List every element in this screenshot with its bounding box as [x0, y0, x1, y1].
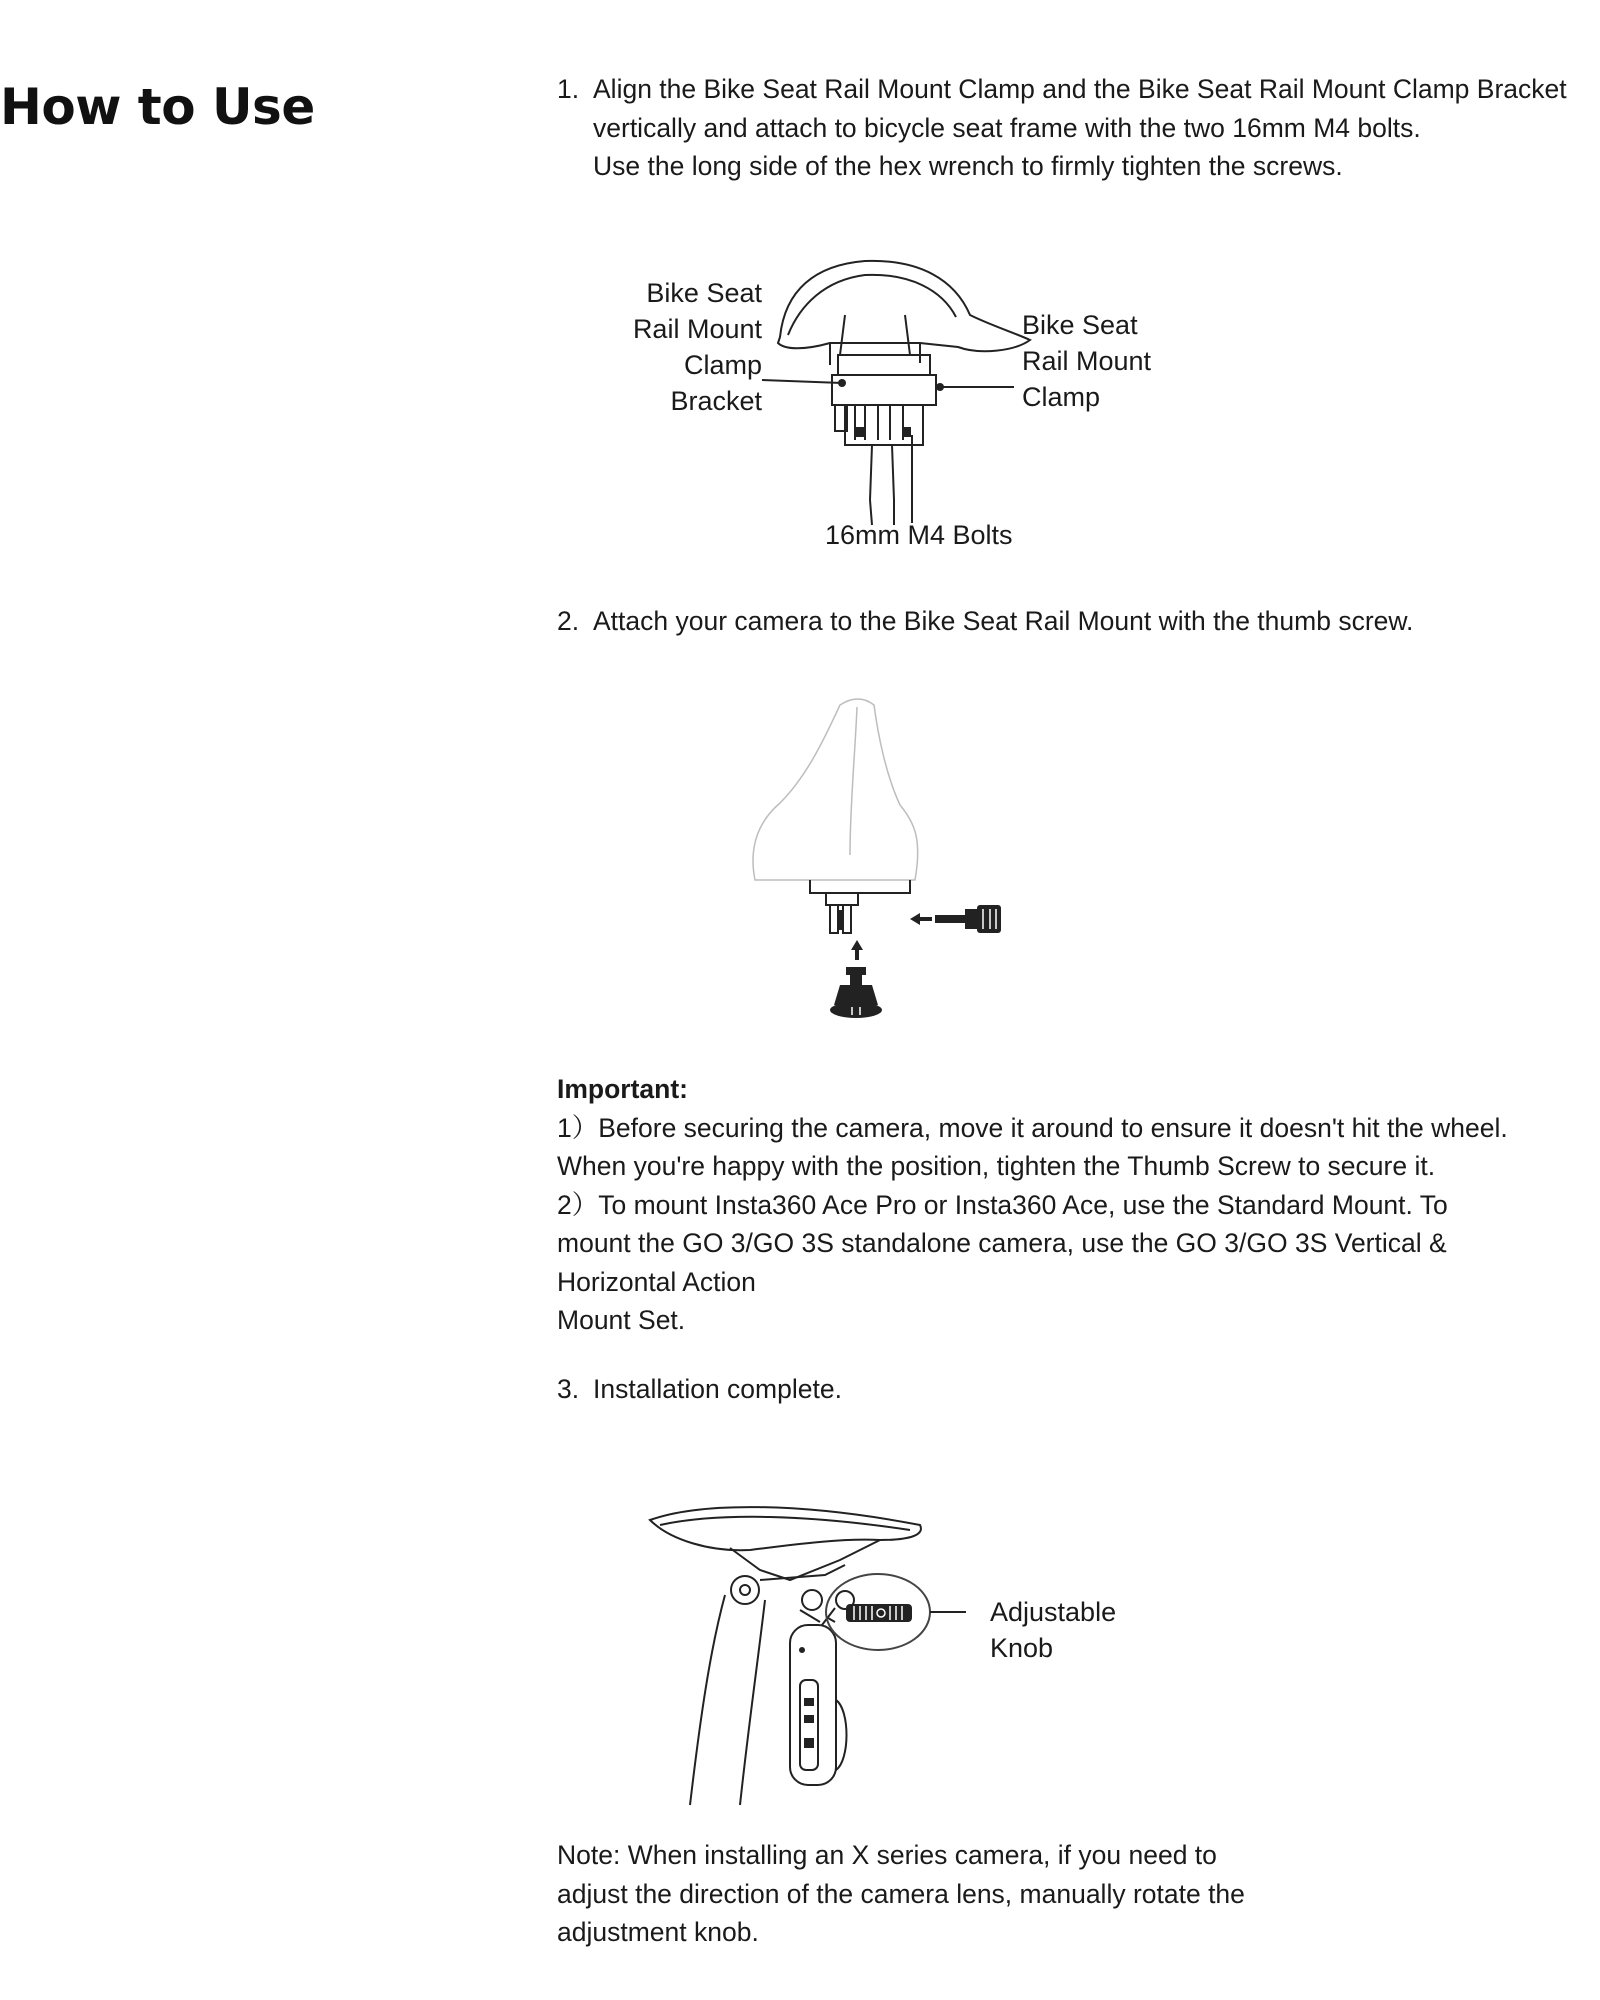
step-3-line: Installation complete.	[593, 1374, 842, 1404]
label-line: Rail Mount	[632, 314, 762, 344]
label-line: Bracket	[670, 386, 762, 416]
step-2	[557, 602, 1597, 641]
important-line: 2）To mount Insta360 Ace Pro or Insta360 Ace, use the Standard Mount. To	[557, 1189, 1448, 1220]
important-section	[557, 1070, 1557, 1340]
important-line: Horizontal Action	[557, 1266, 756, 1297]
figure-seat-clamp	[620, 255, 1180, 555]
step-3	[557, 1370, 1597, 1409]
attach-camera-illustration	[740, 695, 1070, 1030]
step-1-line: Use the long side of the hex wrench to firmly tighten the screws.	[593, 151, 1343, 181]
important-line: Mount Set.	[557, 1305, 686, 1335]
label-line: Clamp	[683, 350, 762, 380]
step-number: 3.	[557, 1374, 580, 1404]
important-line: When you're happy with the position, tighten the Thumb Screw to secure it.	[557, 1151, 1436, 1181]
note-line: adjustment knob.	[557, 1917, 759, 1947]
label-line: Adjustable	[990, 1597, 1117, 1627]
label-line: Bike Seat	[646, 278, 762, 308]
label-line: Knob	[990, 1633, 1054, 1663]
page-title: How to Use	[0, 78, 315, 136]
label-line: Bike Seat	[1022, 310, 1138, 340]
note-section	[557, 1836, 1317, 1952]
label-clamp	[1022, 307, 1151, 415]
label-line: Clamp	[1022, 382, 1101, 412]
figure-installation-complete	[640, 1500, 1160, 1810]
note-line: adjust the direction of the camera lens, manually rotate the	[557, 1878, 1245, 1909]
note-line: Note: When installing an X series camera, if you need to	[557, 1840, 1217, 1870]
step-2-line: Attach your camera to the Bike Seat Rail Mount with the thumb screw.	[593, 606, 1414, 636]
label-bolts: 16mm M4 Bolts	[825, 520, 1013, 550]
important-line: 1）Before securing the camera, move it around to ensure it doesn't hit the wheel.	[557, 1112, 1508, 1143]
label-clamp-bracket	[633, 275, 762, 419]
step-1	[557, 70, 1597, 186]
important-title: Important:	[557, 1074, 689, 1104]
step-1-line: vertically and attach to bicycle seat frame with the two 16mm M4 bolts.	[593, 112, 1421, 143]
important-line: mount the GO 3/GO 3S standalone camera, use the GO 3/GO 3S Vertical &	[557, 1228, 1447, 1258]
label-adjustable-knob	[990, 1594, 1116, 1666]
label-line: Rail Mount	[1022, 346, 1152, 376]
step-number: 1.	[557, 74, 580, 104]
figure-attach-camera	[740, 695, 1070, 1030]
step-number: 2.	[557, 606, 580, 636]
step-1-line: Align the Bike Seat Rail Mount Clamp and the Bike Seat Rail Mount Clamp Bracket	[593, 74, 1567, 104]
